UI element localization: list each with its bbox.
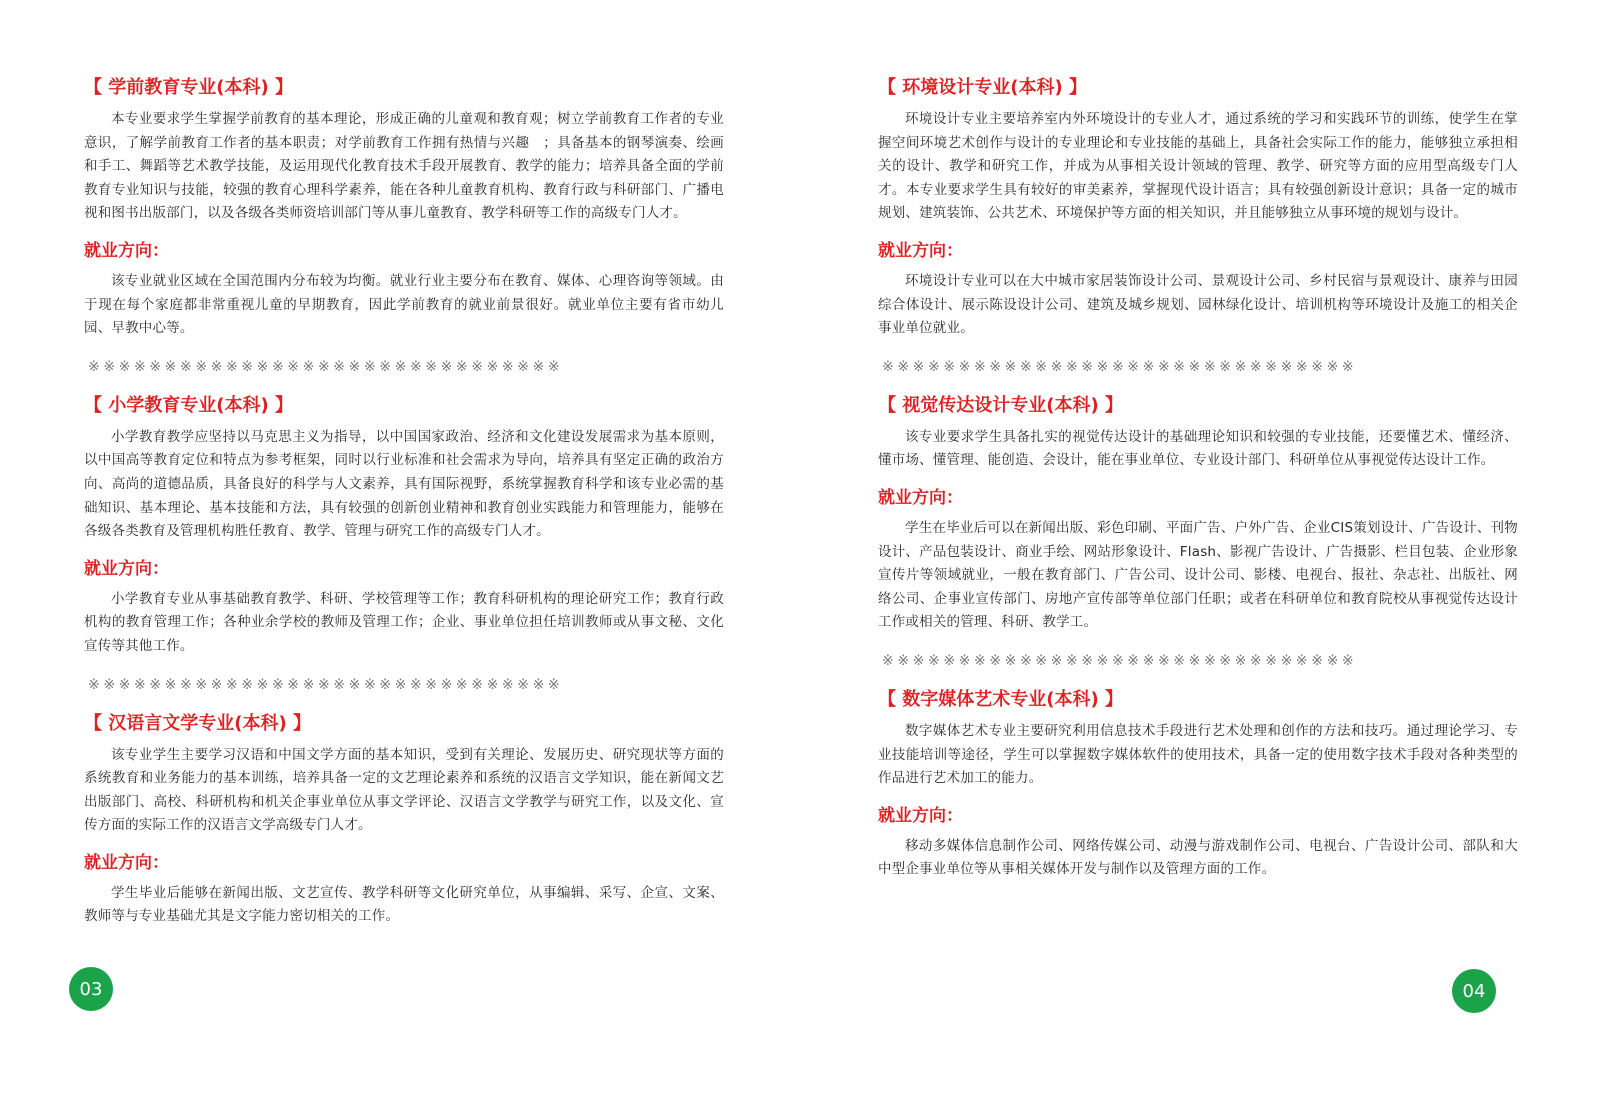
major-title: 【 数字媒体艺术专业(本科) 】 (878, 688, 1123, 710)
right-page (878, 76, 1518, 882)
employment-heading: 就业方向： (878, 487, 963, 508)
employment-heading: 就业方向： (878, 805, 963, 826)
major-title: 【 环境设计专业(本科) 】 (878, 77, 1087, 98)
employment-description: 小学教育专业从事基础教育教学、科研、学校管理等工作；教育科研机构的理论研究工作；教育行政机构的教育管理工作；各种业余学校的教师及管理工作；企业、事业单位担任培训教师或从事文秘、文化宣传等其他工作。 (84, 590, 724, 654)
left-page (84, 76, 724, 929)
employment-description: 学生毕业后能够在新闻出版、文艺宣传、教学科研等文化研究单位，从事编辑、采写、企宣、文案、教师等与专业基础尤其是文字能力密切相关的工作。 (84, 884, 724, 925)
major-description: 数字媒体艺术专业主要研究利用信息技术手段进行艺术处理和创作的方法和技巧。通过理论学习、专业技能培训等途径，学生可以掌握数字媒体软件的使用技术，具备一定的使用数字技术手段对各种类型的作品进行艺术加工的能力。 (878, 722, 1518, 787)
major-description: 环境设计专业主要培养室内外环境设计的专业人才，通过系统的学习和实践环节的训练，使学生在掌握空间环境艺术创作与设计的专业理论和专业技能的基础上，具备社会实际工作的能力，能够独立承担相关的设计、教学和研究工作，并成为从事相关设计领域的管理、教学、研究等方面的应用型高级专门人才。本专业要求学生具有较好的审美素养，掌握现代设计语言；具有较强创新设计意识；具备一定的城市规划、建筑装饰、公共艺术、环境保护等方面的相关知识，并且能够独立从事环境的规划与设计。 (878, 111, 1518, 222)
major-description: 本专业要求学生掌握学前教育的基本理论，形成正确的儿童观和教育观；树立学前教育工作者的专业意识，了解学前教育工作者的基本职责；对学前教育工作拥有热情与兴趣 ；具备基本的钢琴演奏、绘画和手工、舞蹈等艺术教学技能，及运用现代化教育技术手段开展教育、教学的能力；培养具备全面的学前教育专业知识与技能，较强的教育心理科学素养，能在各种儿童教育机构、教育行政与科研部门、广播电视和图书出版部门，以及各级各类师资培训部门等从事儿童教育、教学科研等工作的高级专门人才。 (84, 111, 724, 222)
major-title: 【 学前教育专业(本科) 】 (84, 77, 293, 98)
section-divider: ※※※※※※※※※※※※※※※※※※※※※※※※※※※※※※※ (882, 652, 1358, 669)
section-divider: ※※※※※※※※※※※※※※※※※※※※※※※※※※※※※※※ (88, 358, 564, 375)
major-description: 该专业学生主要学习汉语和中国文学方面的基本知识，受到有关理论、发展历史、研究现状等方面的系统教育和业务能力的基本训练，培养具备一定的文艺理论素养和系统的汉语言文学知识，能在新闻文艺出版部门、高校、科研机构和机关企事业单位从事文学评论、汉语言文学教学与研究工作，以及文化、宣传方面的实际工作的汉语言文学高级专门人才。 (84, 746, 724, 834)
major-title: 【 视觉传达设计专业(本科) 】 (878, 394, 1123, 416)
employment-heading: 就业方向： (878, 240, 963, 261)
employment-heading: 就业方向： (84, 852, 169, 873)
major-title: 【 小学教育专业(本科) 】 (84, 394, 293, 416)
major-section-preschool-education (84, 76, 724, 341)
page-number-badge-left: 03 (69, 967, 113, 1011)
employment-description: 该专业就业区域在全国范围内分布较为均衡。就业行业主要分布在教育、媒体、心理咨询等领域。由于现在每个家庭都非常重视儿童的早期教育，因此学前教育的就业前景很好。就业单位主要有省市幼儿园、早教中心等。 (84, 272, 724, 337)
employment-description: 环境设计专业可以在大中城市家居装饰设计公司、景观设计公司、乡村民宿与景观设计、康养与田园综合体设计、展示陈设设计公司、建筑及城乡规划、园林绿化设计、培训机构等环境设计及施工的相关企事业单位就业。 (878, 272, 1518, 337)
section-divider: ※※※※※※※※※※※※※※※※※※※※※※※※※※※※※※※ (882, 358, 1358, 375)
employment-heading: 就业方向： (84, 240, 169, 261)
major-section-primary-education (84, 394, 724, 659)
major-section-environmental-design (878, 76, 1518, 341)
employment-heading: 就业方向： (84, 558, 169, 579)
section-divider: ※※※※※※※※※※※※※※※※※※※※※※※※※※※※※※※ (88, 676, 564, 693)
major-description: 小学教育教学应坚持以马克思主义为指导，以中国国家政治、经济和文化建设发展需求为基本原则，以中国高等教育定位和特点为参考框架，同时以行业标准和社会需求为导向，培养具有坚定正确的政治方向、高尚的道德品质，具备良好的科学与人文素养，具有国际视野，系统掌握教育科学和该专业必需的基础知识、基本理论、基本技能和方法，具有较强的创新创业精神和教育创业实践能力和管理能力，能够在各级各类教育及管理机构胜任教育、教学、管理与研究工作的高级专门人才。 (84, 428, 724, 540)
major-description: 该专业要求学生具备扎实的视觉传达设计的基础理论知识和较强的专业技能，还要懂艺术、懂经济、懂市场、懂管理、能创造、会设计，能在事业单位、专业设计部门、科研单位从事视觉传达设计工作。 (878, 428, 1518, 469)
major-section-visual-communication (878, 394, 1518, 635)
employment-description: 移动多媒体信息制作公司、网络传媒公司、动漫与游戏制作公司、电视台、广告设计公司、部队和大中型企事业单位等从事相关媒体开发与制作以及管理方面的工作。 (878, 837, 1518, 878)
major-title: 【 汉语言文学专业(本科) 】 (84, 712, 311, 734)
major-section-chinese-literature (84, 712, 724, 930)
page-number-badge-right: 04 (1452, 969, 1496, 1013)
employment-description: 学生在毕业后可以在新闻出版、彩色印刷、平面广告、户外广告、企业CIS策划设计、广告设计、刊物设计、产品包装设计、商业手绘、网站形象设计、Flash、影视广告设计、广告摄影、栏目包装、企业形象宣传片等领域就业，一般在教育部门、广告公司、设计公司、影楼、电视台、报社、杂志社、出版社、网络公司、企事业宣传部门、房地产宣传部等单位部门任职；或者在科研单位和教育院校从事视觉传达设计工作或相关的管理、科研、教学工。 (878, 519, 1518, 631)
major-section-digital-media-art (878, 688, 1518, 882)
